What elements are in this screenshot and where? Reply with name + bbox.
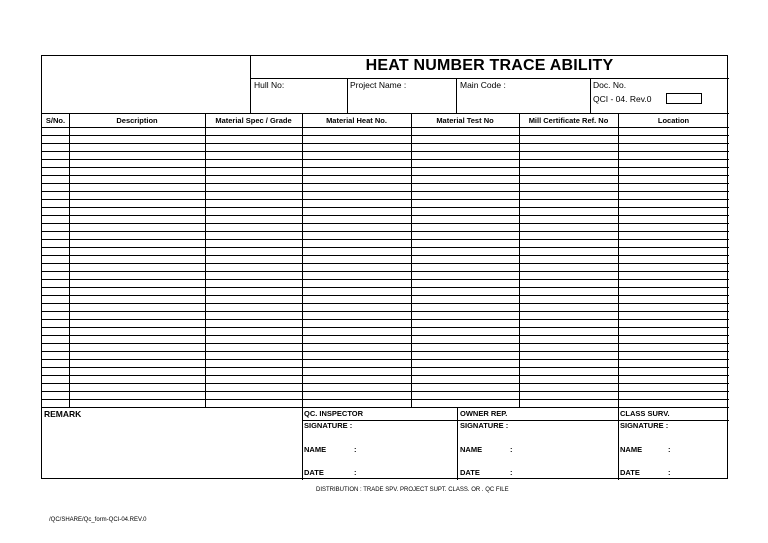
table-row[interactable] [42,367,729,368]
qc-date-field[interactable]: DATE [304,468,324,477]
column-divider [69,113,70,407]
trace-form [41,55,728,479]
remark-label: REMARK [44,409,82,419]
table-row[interactable] [42,255,729,256]
table-row[interactable] [42,143,729,144]
class-name-field[interactable]: NAME [620,445,643,454]
table-row[interactable] [42,295,729,296]
table-row[interactable] [42,279,729,280]
table-row[interactable] [42,391,729,392]
table-row[interactable] [42,135,729,136]
table-row[interactable] [42,271,729,272]
table-row[interactable] [42,335,729,336]
table-row[interactable] [42,127,729,128]
column-divider [302,113,303,407]
table-row[interactable] [42,167,729,168]
owner-name-field[interactable]: NAME [460,445,483,454]
table-row[interactable] [42,303,729,304]
table-row[interactable] [42,247,729,248]
owner-name-colon: : [510,445,513,454]
table-row[interactable] [42,359,729,360]
table-row[interactable] [42,327,729,328]
column-divider [411,113,412,407]
col-header-mill-cert: Mill Certificate Ref. No [528,116,609,125]
table-row[interactable] [42,191,729,192]
doc-no-box[interactable] [666,93,702,104]
file-path: /QC/SHARE/Qc_form-QCI-04.REV.0 [49,517,147,523]
distribution-note: DISTRIBUTION : TRADE SPV. PROJECT SUPT. CLASS. OR . QC FILE [316,487,509,493]
divider [590,78,591,113]
table-row[interactable] [42,263,729,264]
table-row[interactable] [42,223,729,224]
class-signature-field[interactable]: SIGNATURE : [620,421,669,430]
owner-signature-field[interactable]: SIGNATURE : [460,421,509,430]
qc-name-colon: : [354,445,357,454]
table-row[interactable] [42,159,729,160]
form-title: HEAT NUMBER TRACE ABILITY [365,57,614,74]
doc-no-label: Doc. No. [593,80,627,90]
qc-date-colon: : [354,468,357,477]
col-header-material-spec: Material Spec / Grade [215,116,292,125]
table-row[interactable] [42,175,729,176]
class-date-field[interactable]: DATE [620,468,640,477]
col-header-sno: S/No. [45,116,66,125]
table-row[interactable] [42,199,729,200]
divider [457,407,458,480]
col-header-heat-no: Material Heat No. [326,116,387,125]
column-divider [205,113,206,407]
divider [618,407,619,480]
doc-no-value: QCI - 04. Rev.0 [593,94,652,104]
hull-no-label: Hull No: [254,80,285,90]
table-row[interactable] [42,375,729,376]
owner-date-field[interactable]: DATE [460,468,480,477]
table-row[interactable] [42,351,729,352]
divider [250,56,251,113]
owner-rep-label: OWNER REP. [460,409,508,418]
qc-signature-field[interactable]: SIGNATURE : [304,421,353,430]
owner-date-colon: : [510,468,513,477]
column-divider [519,113,520,407]
table-row[interactable] [42,319,729,320]
trace-table [42,113,729,407]
table-row[interactable] [42,215,729,216]
class-surv-label: CLASS SURV. [620,409,670,418]
table-row[interactable] [42,343,729,344]
class-name-colon: : [668,445,671,454]
table-row[interactable] [42,231,729,232]
project-name-label: Project Name : [350,80,407,90]
divider [456,78,457,113]
table-row[interactable] [42,183,729,184]
qc-name-field[interactable]: NAME [304,445,327,454]
col-header-description: Description [116,116,158,125]
qc-inspector-label: QC. INSPECTOR [304,409,364,418]
table-row[interactable] [42,207,729,208]
table-row[interactable] [42,287,729,288]
col-header-test-no: Material Test No [436,116,494,125]
class-date-colon: : [668,468,671,477]
divider [302,407,303,480]
col-header-location: Location [657,116,690,125]
table-row[interactable] [42,399,729,400]
table-row[interactable] [42,239,729,240]
divider [42,407,729,408]
column-divider [618,113,619,407]
divider [250,78,729,79]
table-row[interactable] [42,383,729,384]
main-code-label: Main Code : [460,80,506,90]
divider [347,78,348,113]
table-row[interactable] [42,151,729,152]
table-row[interactable] [42,311,729,312]
